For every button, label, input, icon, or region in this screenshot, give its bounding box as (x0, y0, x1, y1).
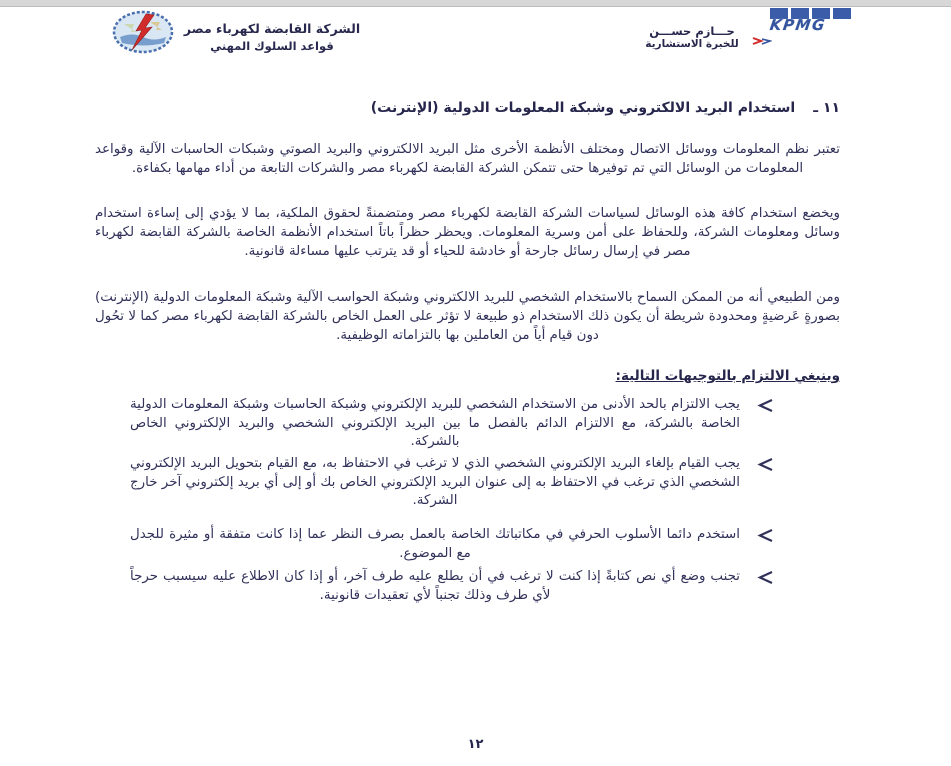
paragraph: تعتبر نظم المعلومات ووسائل الاتصال ومختلف الأنظمة الأخرى مثل البريد الالكتروني والبريد الصوتي وشبكات الحاسبات الآلية وقواعد المعلومات من الوسائل التي تم توفيرها حتى تتمكن الشركة القابضة لكهرباء مصر والشركات التابعة من أداء مهامها بكفاءة. (95, 142, 840, 176)
bullet-arrow-icon (757, 457, 774, 472)
kpmg-logo-text: KPMG (768, 16, 828, 34)
section-heading (95, 98, 840, 118)
bullet-text: تجنب وضع أي نص كتابةً إذا كنت لا ترغب في أن يطلع عليه طرف آخر، أو إذا كان الاطلاع عليه سيسبب حرجاً لأي طرف وذلك تجنباً لأي تعقيدات قانونية. (130, 569, 740, 603)
page-number: ١٢ (467, 737, 484, 752)
bullet-arrow-icon (757, 528, 774, 543)
paragraph: ومن الطبيعي أنه من الممكن السماح بالاستخدام الشخصي للبريد الالكتروني وشبكة الحواسب الآلية وشبكة المعلومات الدولية (الإنترنت) بصورةٍ عَرضيةٍ ومحدودة شريطة أن يكون ذلك الاستخدام ذو طبيعة لا تؤثر على العمل الخاص بالشركة القابضة لكهرباء مصر كما لا تحُول دون قيام أياً من العاملين بها بالتزاماته الوظيفية. (95, 290, 840, 343)
bullet-text: يجب القيام بإلغاء البريد الإلكتروني الشخصي الذي لا ترغب في الاحتفاظ به، مع القيام بتحويل البريد الإلكتروني الشخصي الذي ترغب في الاحتفاظ به إلى عنوان البريد الإلكتروني الخاص بك أو إلى أي بريد إلكتروني آخر خارج الشركة. (130, 456, 740, 509)
paragraph: ويخضع استخدام كافة هذه الوسائل لسياسات الشركة القابضة لكهرباء مصر ومتضمنةً لحقوق الملكية، بما لا يؤدي إلى إساءة استخدام وسائل ومعلومات الشركة، وللحفاظ على أمن وسرية المعلومات. ويحظر حظراً باتاً استخدام الأنظمة الخاصة بالشركة القابضة لكهرباء مصر في إرسال رسائل جارحة أو خادشة للحياء أو قد يترتب عليها مساءلة قانونية. (95, 206, 840, 259)
section-title: استخدام البريد الالكتروني وشبكة المعلومات الدولية (الإنترنت) (370, 100, 796, 116)
directives-heading: وينبغي الالتزام بالتوجيهات التالية: (615, 368, 840, 384)
bullet-item (130, 526, 740, 563)
bullet-item (130, 568, 740, 605)
bullet-item (130, 396, 740, 452)
bullet-text: استخدم دائما الأسلوب الحرفي في مكاتباتك الخاصة بالعمل بصرف النظر عما إذا كانت متفقة أو مثيرة للجدل مع الموضوع. (130, 527, 740, 561)
scan-edge-strip (0, 0, 951, 7)
bullet-text: يجب الالتزام بالحد الأدنى من الاستخدام الشخصي للبريد الإلكتروني وشبكة الحاسبات وشبكة المعلومات الدولية الخاصة بالشركة، مع الالتزام الدائم بالفصل ما بين البريد الإلكتروني الشخصي والبريد الإلكتروني الخاص بالشركة. (130, 397, 740, 450)
company-title-block (178, 21, 366, 54)
company-subtitle: قواعد السلوك المهني (210, 39, 334, 53)
red-blue-emblem-icon (752, 36, 772, 46)
kpmg-logo (770, 8, 860, 34)
company-name: الشركة القابضة لكهرباء مصر (183, 21, 361, 36)
section-number: ١١ ـ (813, 100, 840, 116)
bullet-item (130, 455, 740, 511)
bullet-arrow-icon (757, 398, 774, 413)
firm-name: حـــازم حســـن (649, 24, 735, 38)
electricity-company-logo-icon (112, 10, 174, 54)
firm-title-block (640, 24, 744, 51)
bullet-arrow-icon (757, 570, 774, 585)
firm-subtitle: للخبرة الاستشارية (645, 38, 739, 50)
